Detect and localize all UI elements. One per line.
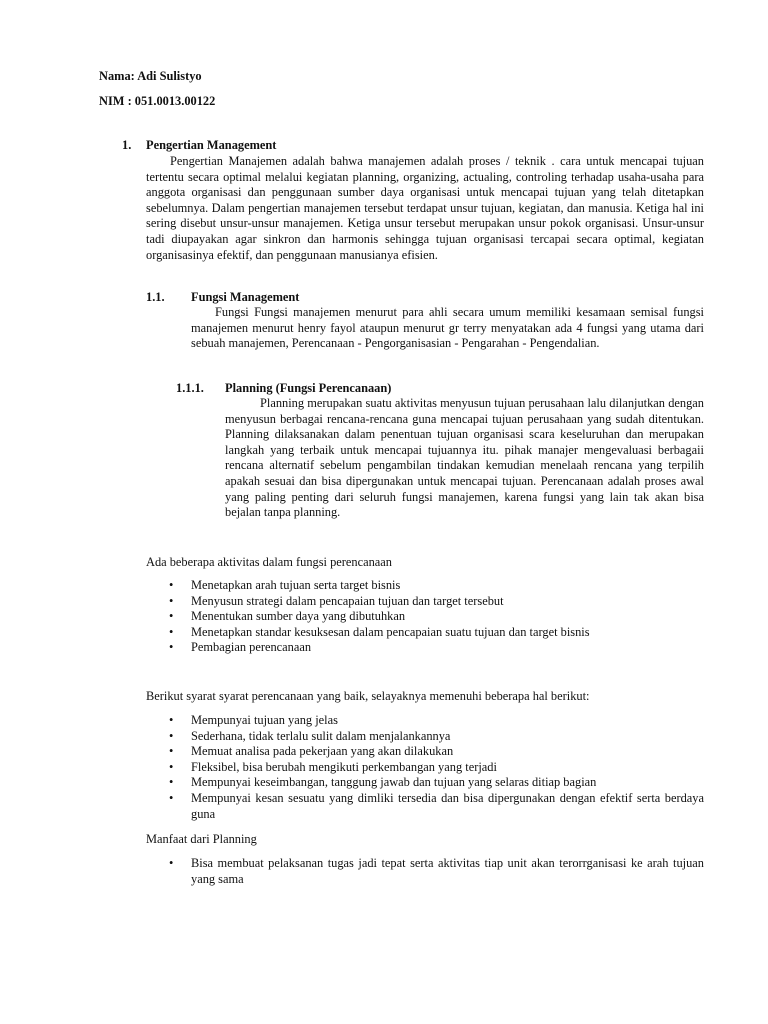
section-1-1-paragraph: Fungsi Fungsi manajemen menurut para ahli secara umum memiliki kesamaan semisal fungsi manajemen menurut henry fayol ataupun menurut gr terry menyatakan ada 4 fungsi yang utama dari sebuah manajemen, Perencanaan - Pengorganisasian - Pengarahan - Pengendalian.	[191, 305, 704, 351]
list-item: • Menetapkan standar kesuksesan dalam pencapaian suatu tujuan dan target bisnis	[167, 625, 704, 641]
list-item: • Bisa membuat pelaksanan tugas jadi tepat serta aktivitas tiap unit akan terorrganisasi ke arah tujuan yang sama	[167, 856, 704, 887]
list-item: • Mempunyai kesan sesuatu yang dimliki tersedia dan bisa dipergunakan dengan efektif serta berdaya guna	[167, 791, 704, 822]
list-item: • Fleksibel, bisa berubah mengikuti perkembangan yang terjadi	[167, 760, 704, 776]
section-1-heading: Pengertian Management	[146, 138, 277, 152]
requirements-intro: Berikut syarat syarat perencanaan yang baik, selayaknya memenuhi beberapa hal berikut:	[146, 689, 590, 703]
list-item: • Pembagian perencanaan	[167, 640, 704, 656]
section-1-1-1-number: 1.1.1.	[176, 381, 204, 395]
benefits-intro: Manfaat dari Planning	[146, 832, 257, 846]
section-1-1-heading: Fungsi Management	[191, 290, 300, 304]
student-nim: NIM : 051.0013.00122	[99, 94, 216, 108]
list-item: • Mempunyai keseimbangan, tanggung jawab dan tujuan yang selaras ditiap bagian	[167, 775, 704, 791]
list-item: • Mempunyai tujuan yang jelas	[167, 713, 704, 729]
list-item: • Memuat analisa pada pekerjaan yang akan dilakukan	[167, 744, 704, 760]
requirements-list	[167, 713, 704, 822]
student-name: Nama: Adi Sulistyo	[99, 69, 202, 83]
section-1-1-number: 1.1.	[146, 290, 165, 304]
section-1-number: 1.	[122, 138, 132, 152]
activities-intro: Ada beberapa aktivitas dalam fungsi perencanaan	[146, 555, 392, 569]
list-item: • Menetapkan arah tujuan serta target bisnis	[167, 578, 704, 594]
section-1-1-1-heading: Planning (Fungsi Perencanaan)	[225, 381, 392, 395]
list-item: • Menyusun strategi dalam pencapaian tujuan dan target tersebut	[167, 594, 704, 610]
benefits-list	[167, 856, 704, 887]
section-1-paragraph: Pengertian Manajemen adalah bahwa manajemen adalah proses / teknik . cara untuk mencapai tujuan tertentu secara optimal melalui kegiatan planning, organizing, actualing, controling terhadap usaha-usaha para anggota organisasi dan penggunaan sumber daya organisasi untuk mencapai tujuan yang telah ditetapkan sebelumnya. Dalam pengertian manajemen tersebut terdapat unsur tujuan, kegiatan, dan manusia. Ketiga hal ini sering disebut unsur-unsur manajemen. Ketiga unsur tersebut merupakan unsur pokok organisasi. Unsur-unsur tadi diupayakan agar sinkron dan harmonis sehingga tujuan organisasi tercapai secara optimal, kegiatan organisasinya efektif, dan penggunaan manusianya efisien.	[146, 154, 704, 262]
activities-list	[167, 578, 704, 656]
list-item: • Sederhana, tidak terlalu sulit dalam menjalankannya	[167, 729, 704, 745]
list-item: • Menentukan sumber daya yang dibutuhkan	[167, 609, 704, 625]
section-1-1-1-paragraph: Planning merupakan suatu aktivitas menyusun tujuan perusahaan lalu dilanjutkan dengan menyusun berbagai rencana-rencana guna mencapai tujuan perusahaan yang sudah ditentukan. Planning dilaksanakan dalam penentuan tujuan organisasi scara keseluruhan dan merupakan langkah yang terbaik untuk mencapai tujuannya itu. pihak manajer mengevaluasi berbagaii rencana alternatif sebelum pengambilan tindakan kemudian menelaah rencana yang terpilih apakah sesuai dan bisa dipergunakan untuk mencapai tujuan. Perencanaan adalah proses awal yang paling penting dari seluruh fungsi manajemen, karena fungsi yang lain tak akan bisa bejalan tanpa planning.	[225, 396, 704, 520]
